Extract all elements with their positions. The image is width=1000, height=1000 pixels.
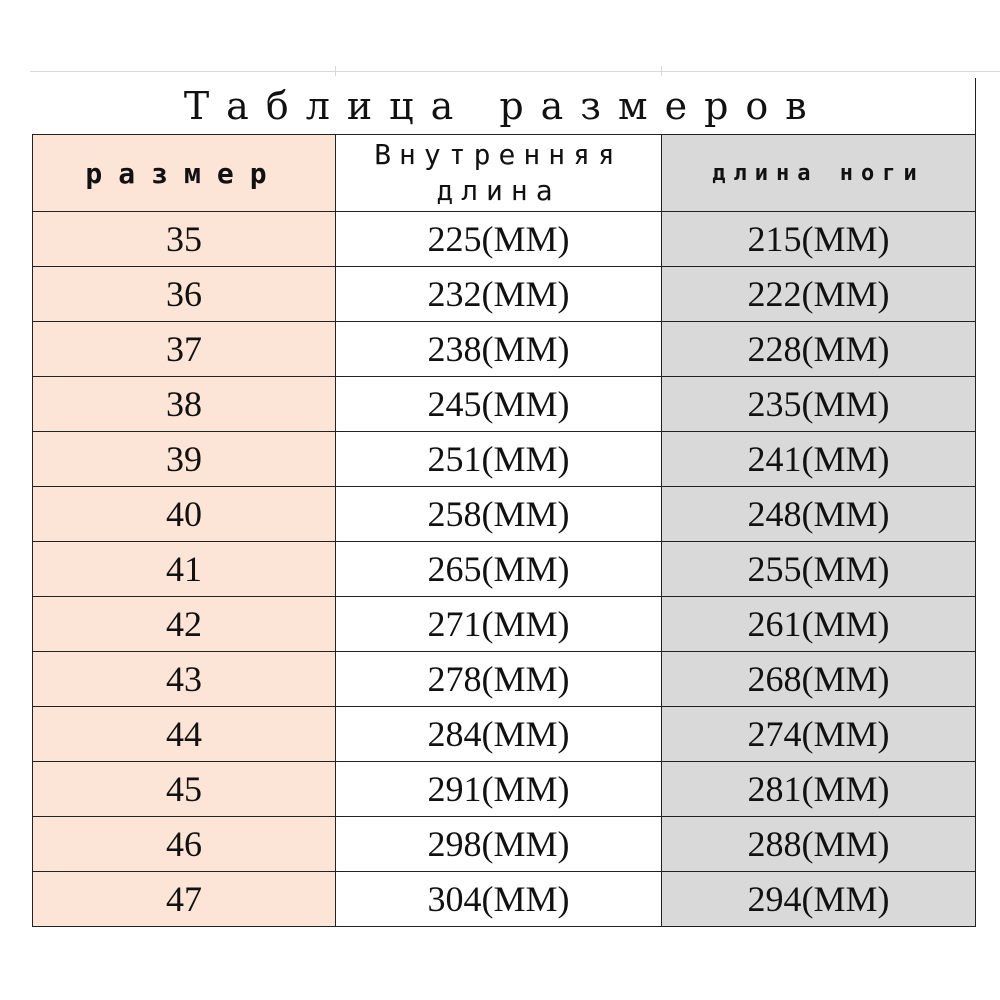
table-row [33,707,976,762]
table-row [33,432,976,487]
inner-length-cell: 251(MM) [336,432,662,487]
table-row [33,762,976,817]
spreadsheet-gridline [661,66,662,76]
spreadsheet-gridline [30,71,1000,72]
size-chart-table [32,78,976,927]
table-row [33,597,976,652]
title-row [33,78,976,135]
table-title: Таблица размеров [33,78,976,135]
foot-length-cell: 222(MM) [662,267,976,322]
foot-length-cell: 274(MM) [662,707,976,762]
header-inner-length [336,135,662,212]
size-cell: 44 [33,707,336,762]
foot-length-cell: 261(MM) [662,597,976,652]
spreadsheet-gridline [335,66,336,76]
size-cell: 43 [33,652,336,707]
size-cell: 38 [33,377,336,432]
table-row [33,267,976,322]
size-cell: 46 [33,817,336,872]
inner-length-cell: 298(MM) [336,817,662,872]
size-cell: 45 [33,762,336,817]
inner-length-cell: 238(MM) [336,322,662,377]
foot-length-cell: 235(MM) [662,377,976,432]
inner-length-cell: 245(MM) [336,377,662,432]
table-row [33,212,976,267]
inner-length-cell: 304(MM) [336,872,662,927]
inner-length-cell: 271(MM) [336,597,662,652]
table-row [33,542,976,597]
inner-length-cell: 232(MM) [336,267,662,322]
header-inner-length-line2: длина [436,174,561,207]
header-size: размер [33,135,336,212]
size-cell: 39 [33,432,336,487]
table-row [33,487,976,542]
inner-length-cell: 265(MM) [336,542,662,597]
inner-length-cell: 278(MM) [336,652,662,707]
foot-length-cell: 288(MM) [662,817,976,872]
size-cell: 41 [33,542,336,597]
inner-length-cell: 291(MM) [336,762,662,817]
header-foot-length: длина ноги [662,135,976,212]
header-row [33,135,976,212]
table-row [33,817,976,872]
size-cell: 37 [33,322,336,377]
inner-length-cell: 225(MM) [336,212,662,267]
inner-length-cell: 258(MM) [336,487,662,542]
foot-length-cell: 281(MM) [662,762,976,817]
foot-length-cell: 241(MM) [662,432,976,487]
table-row [33,652,976,707]
size-cell: 42 [33,597,336,652]
header-inner-length-line1: Внутренняя [374,138,623,171]
table-row [33,322,976,377]
foot-length-cell: 255(MM) [662,542,976,597]
table-row [33,377,976,432]
size-cell: 40 [33,487,336,542]
foot-length-cell: 228(MM) [662,322,976,377]
size-cell: 36 [33,267,336,322]
foot-length-cell: 268(MM) [662,652,976,707]
size-cell: 47 [33,872,336,927]
size-cell: 35 [33,212,336,267]
table-row [33,872,976,927]
foot-length-cell: 215(MM) [662,212,976,267]
foot-length-cell: 294(MM) [662,872,976,927]
inner-length-cell: 284(MM) [336,707,662,762]
foot-length-cell: 248(MM) [662,487,976,542]
